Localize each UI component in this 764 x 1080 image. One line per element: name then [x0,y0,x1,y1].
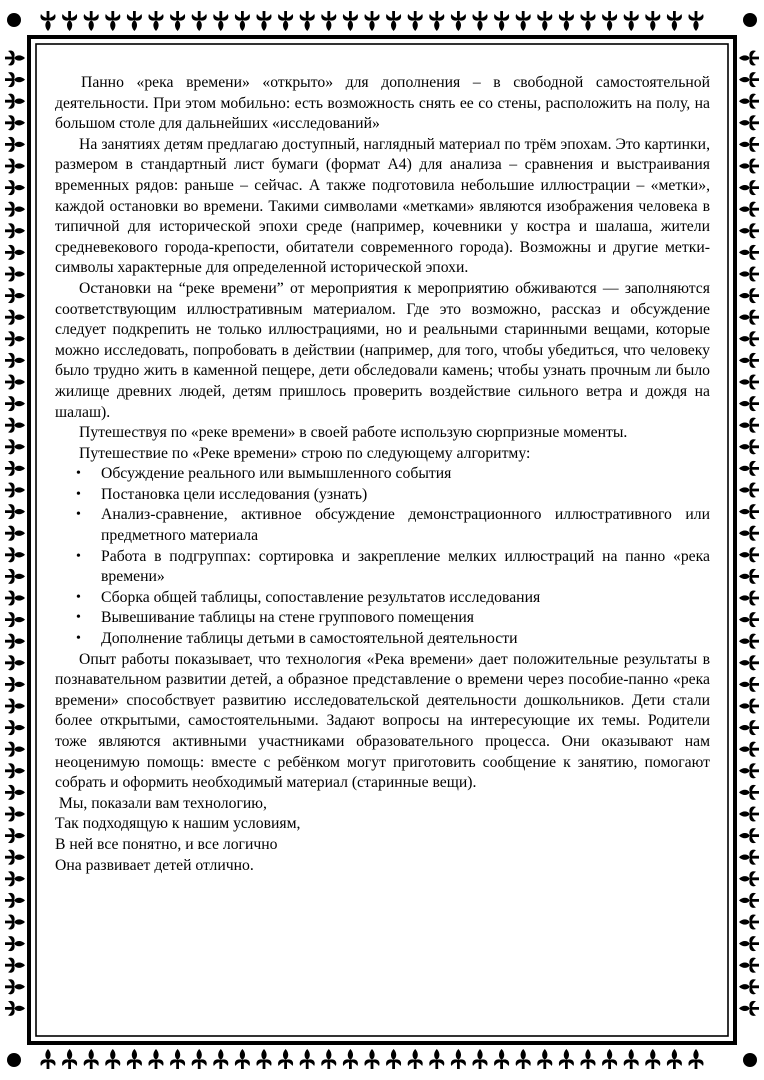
fleuron-icon [170,1049,185,1069]
fleuron-icon [739,677,759,692]
fleuron-icon [559,1049,574,1069]
fleuron-icon [408,11,423,31]
fleuron-icon [451,1049,466,1069]
fleuron-icon [5,914,25,929]
fleuron-icon [739,828,759,843]
fleuron-icon [278,1049,293,1069]
fleuron-icon [739,979,759,994]
fleuron-icon [5,958,25,973]
fleuron-icon [739,266,759,281]
fleuron-icon [5,569,25,584]
fleuron-icon [645,1049,660,1069]
fleuron-icon [343,11,358,31]
bullet-icon: • [76,610,81,626]
fleuron-icon [739,914,759,929]
fleuron-icon [278,11,293,31]
fleuron-icon [300,1049,315,1069]
paragraph-panel-open: Панно «река времени» «открыто» для дополнения – в свободной самостоятельной деятельности. При этом мобильно: есть возможность снять ее со стены, расположить на полу, на большом столе для дальнейших «исследований» [55,74,710,133]
fleuron-icon [5,94,25,109]
fleuron-icon [429,1049,444,1069]
fleuron-icon [739,785,759,800]
fleuron-icon [645,11,660,31]
fleuron-icon [739,569,759,584]
algorithm-list [55,464,710,649]
fleuron-icon [580,1049,595,1069]
fleuron-icon [5,893,25,908]
fleuron-icon [739,50,759,65]
fleuron-icon [602,11,617,31]
fleuron-icon [148,11,163,31]
document-body [55,73,710,876]
bullet-icon: • [76,631,81,647]
fleuron-icon [5,850,25,865]
bullet-icon: • [76,486,81,502]
fleuron-icon [494,11,509,31]
fleuron-icon [5,936,25,951]
paragraph-surprise-moments: Путешествуя по «реке времени» в своей работе использую сюрпризные моменты. [79,424,628,442]
fleuron-icon [62,11,77,31]
fleuron-icon [5,763,25,778]
fleuron-icon [688,11,703,31]
fleuron-icon [624,1049,639,1069]
paragraph-lessons-material: На занятиях детям предлагаю доступный, наглядный материал по трём эпохам. Это картинки, размером в стандартный лист бумаги (формат А4) для анализа – сравнения и выстраивания временных рядов: раньше – сейчас. А также подготовила небольшие иллюстрации – «метки», каждой остановки во времени. Такими символами «метками» являются изображения человека в типичной для исторической эпохи среде (например, кочевники у костра и шалаша, жители средневекового города-крепости, обитатели современного города). Возможны и другие метки-символы характерные для определенной исторической эпохи. [55,135,710,277]
fleuron-icon [667,11,682,31]
fleuron-icon [739,547,759,562]
fleuron-icon [5,612,25,627]
fleuron-icon [5,504,25,519]
fleuron-icon [5,698,25,713]
fleuron-icon [5,655,25,670]
fleuron-icon [739,763,759,778]
fleuron-icon [256,11,271,31]
fleuron-icon [5,223,25,238]
fleuron-icon [739,504,759,519]
fleuron-icon [739,94,759,109]
fleuron-icon [559,11,574,31]
poem-line: Она развивает детей отлично. [55,856,254,874]
fleuron-icon [602,1049,617,1069]
fleuron-icon [127,11,142,31]
fleuron-icon [321,1049,336,1069]
list-item: • Обсуждение реального или вымышленного события [55,464,710,485]
fleuron-icon [5,677,25,692]
fleuron-icon [739,526,759,541]
fleuron-icon [739,310,759,325]
fleuron-icon [5,310,25,325]
fleuron-icon [5,979,25,994]
fleuron-icon [5,158,25,173]
fleuron-icon [5,374,25,389]
fleuron-icon [62,1049,77,1069]
fleuron-icon [739,590,759,605]
fleuron-icon [472,11,487,31]
fleuron-icon [739,180,759,195]
fleuron-icon [192,1049,207,1069]
fleuron-icon [739,893,759,908]
fleuron-icon [5,266,25,281]
fleuron-icon [5,828,25,843]
fleuron-icon [5,180,25,195]
fleuron-icon [537,1049,552,1069]
bullet-icon: • [76,466,81,482]
fleuron-icon [5,439,25,454]
fleuron-icon [739,202,759,217]
list-item: • Вывешивание таблицы на стене группового помещения [55,608,710,629]
fleuron-icon [40,1049,55,1069]
fleuron-icon [5,353,25,368]
list-item: • Постановка цели исследования (узнать) [55,485,710,506]
fleuron-icon [739,137,759,152]
fleuron-icon [321,11,336,31]
poem-line: Так подходящую к нашим условиям, [55,815,301,833]
fleuron-icon [5,50,25,65]
fleuron-icon [300,11,315,31]
fleuron-icon [5,202,25,217]
fleuron-icon [739,288,759,303]
fleuron-icon [739,655,759,670]
fleuron-icon [192,11,207,31]
list-item: • Анализ-сравнение, активное обсуждение демонстрационного иллюстративного или предметного материала [76,506,710,545]
bullet-icon: • [76,589,81,605]
paragraph-stops-river: Остановки на “реке времени” от мероприятия к мероприятию обживаются — заполняются соответствующим иллюстративным материалом. Где это возможно, рассказ и обсуждение следует подкрепить не только иллюстрациями, но и реальными старинными вещами, которые можно исследовать, попробовать в действии (например, для того, чтобы убедиться, что человеку было трудно жить в каменной пещере, дети обследовали камень; чтобы узнать прочным ли было жилище древних людей, детям пришлось проверить воздействие сильного ветра и дождя на шалаш). [55,279,710,421]
fleuron-icon [667,1049,682,1069]
fleuron-icon [256,1049,271,1069]
fleuron-icon [84,1049,99,1069]
bullet-icon: • [76,507,81,523]
fleuron-icon [739,958,759,973]
fleuron-icon [580,11,595,31]
paragraph-algorithm-intro: Путешествие по «Реке времени» строю по следующему алгоритму: [79,444,531,462]
fleuron-icon [739,698,759,713]
fleuron-icon [5,331,25,346]
fleuron-icon [364,1049,379,1069]
fleuron-icon [343,1049,358,1069]
fleuron-icon [5,245,25,260]
fleuron-icon [105,11,120,31]
fleuron-icon [5,590,25,605]
list-item: • Работа в подгруппах: сортировка и закрепление мелких иллюстраций на панно «река времени» [76,547,710,586]
corner-ornament-icon [743,13,757,27]
fleuron-icon [739,158,759,173]
fleuron-icon [739,612,759,627]
fleuron-icon [5,288,25,303]
fleuron-icon [516,1049,531,1069]
fleuron-icon [408,1049,423,1069]
fleuron-icon [235,11,250,31]
fleuron-icon [105,1049,120,1069]
fleuron-icon [5,871,25,886]
fleuron-icon [5,137,25,152]
fleuron-icon [739,374,759,389]
fleuron-icon [5,806,25,821]
fleuron-icon [213,11,228,31]
fleuron-icon [739,482,759,497]
fleuron-icon [429,11,444,31]
fleuron-icon [537,11,552,31]
fleuron-icon [5,742,25,757]
fleuron-icon [451,11,466,31]
fleuron-icon [386,1049,401,1069]
fleuron-icon [739,353,759,368]
fleuron-icon [516,11,531,31]
fleuron-icon [5,785,25,800]
list-item: • Дополнение таблицы детьми в самостоятельной деятельности [55,629,710,650]
fleuron-icon [170,11,185,31]
fleuron-icon [739,850,759,865]
fleuron-icon [5,461,25,476]
fleuron-icon [739,439,759,454]
fleuron-icon [5,396,25,411]
poem-line: В ней все понятно, и все логично [55,835,278,853]
fleuron-icon [624,11,639,31]
fleuron-icon [5,720,25,735]
fleuron-icon [494,1049,509,1069]
fleuron-icon [235,1049,250,1069]
fleuron-icon [148,1049,163,1069]
poem-line: Мы, показали вам технологию, [55,794,267,812]
fleuron-icon [739,418,759,433]
fleuron-icon [364,11,379,31]
fleuron-icon [5,634,25,649]
paragraph-conclusion: Опыт работы показывает, что технология «Река времени» дает положительные результаты в познавательном развитии детей, а образное представление о времени через пособие-панно «река времени» способствует развитию исследовательской деятельности дошкольников. Дети стали более открытыми, самостоятельными. Задают вопросы на интересующие их темы. Родители тоже являются активными участниками образовательного процесса. Они оказывают нам неоценимую помощь: вместе с ребёнком могут приготовить сообщение к занятию, помогают собрать и оформить необходимый материал (старинные вещи). [55,650,710,792]
fleuron-icon [739,720,759,735]
fleuron-icon [739,1001,759,1016]
fleuron-icon [5,482,25,497]
fleuron-icon [739,396,759,411]
fleuron-icon [739,331,759,346]
fleuron-icon [5,72,25,87]
fleuron-icon [739,742,759,757]
fleuron-icon [739,461,759,476]
fleuron-icon [213,1049,228,1069]
closing-poem [55,794,710,876]
fleuron-icon [5,1001,25,1016]
fleuron-icon [5,547,25,562]
fleuron-icon [127,1049,142,1069]
corner-ornament-icon [7,13,21,27]
fleuron-icon [739,223,759,238]
fleuron-icon [5,418,25,433]
bullet-icon: • [76,548,81,564]
fleuron-icon [5,526,25,541]
corner-ornament-icon [743,1053,757,1067]
fleuron-icon [739,806,759,821]
fleuron-icon [5,115,25,130]
fleuron-icon [40,11,55,31]
fleuron-icon [739,871,759,886]
list-item: • Сборка общей таблицы, сопоставление результатов исследования [55,588,710,609]
fleuron-icon [472,1049,487,1069]
fleuron-icon [739,72,759,87]
fleuron-icon [739,245,759,260]
fleuron-icon [739,634,759,649]
fleuron-icon [84,11,99,31]
corner-ornament-icon [7,1053,21,1067]
fleuron-icon [739,115,759,130]
fleuron-icon [688,1049,703,1069]
fleuron-icon [739,936,759,951]
fleuron-icon [386,11,401,31]
